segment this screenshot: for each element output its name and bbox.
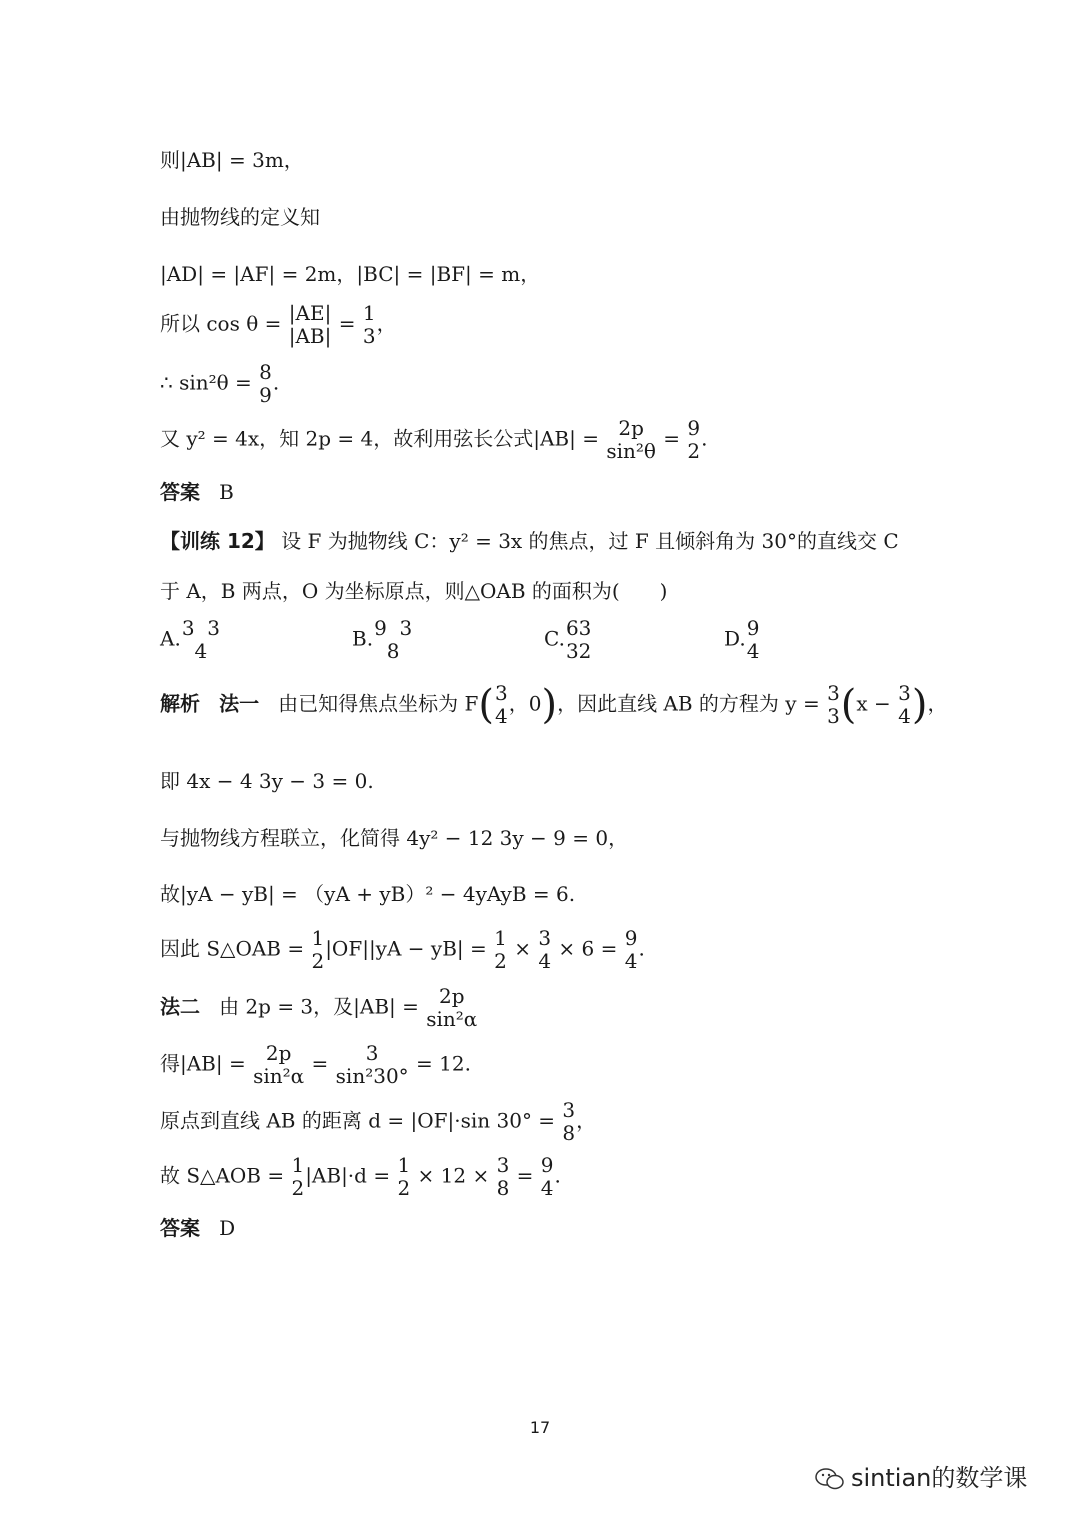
training-question-line1 bbox=[160, 531, 899, 551]
equation: 与抛物线方程联立，化简得 4y² − 12 3y − 9 = 0， bbox=[160, 826, 629, 850]
fraction: 9 2 bbox=[687, 416, 701, 463]
line-area-method2: 故 S△AOB = 1 2 |AB|·d = 1 2 × 12 × 3 8 = 9 4 . bbox=[160, 1153, 561, 1200]
training-question-line2 bbox=[160, 581, 668, 601]
line-simultaneous bbox=[160, 828, 628, 848]
text: 由抛物线的定义知 bbox=[160, 205, 320, 229]
fraction: 8 9 bbox=[259, 360, 272, 407]
method-label: 法一 bbox=[219, 691, 260, 716]
text: 则 bbox=[160, 148, 180, 172]
fraction: 2p sin²θ bbox=[606, 416, 656, 463]
line-ab-3m bbox=[160, 150, 304, 170]
option-d: D. 9 4 bbox=[724, 616, 760, 663]
line-line-equation bbox=[160, 771, 374, 791]
text: 由已知得焦点坐标为 F bbox=[278, 691, 479, 716]
method2-line: 法二 由 2p = 3，及|AB| = 2p sin²α bbox=[160, 984, 478, 1031]
text: 所以 cos θ = bbox=[160, 311, 288, 336]
watermark-text: sintian的数学课 bbox=[851, 1464, 1028, 1492]
answer-b bbox=[160, 482, 234, 502]
watermark bbox=[815, 1458, 1027, 1493]
line-cos-theta: 所以 cos θ = |AE| |AB| = 1 3 ， bbox=[160, 301, 397, 348]
line-sin-squared: ∴ sin²θ = 8 9 . bbox=[160, 360, 280, 407]
answer-value: D bbox=[219, 1216, 236, 1240]
page-number: 17 bbox=[529, 1418, 551, 1437]
text: 设 F 为抛物线 C：y² = 3x 的焦点，过 F 且倾斜角为 30°的直线交 C bbox=[281, 529, 899, 553]
wechat-icon bbox=[815, 1468, 845, 1490]
option-b: B. 9 3 8 bbox=[352, 616, 413, 663]
text: 又 y² = 4x，知 2p = 4，故利用弦长公式|AB| = bbox=[160, 426, 606, 451]
answer-d bbox=[160, 1218, 235, 1238]
option-a: A. 3 3 4 bbox=[160, 616, 220, 663]
line-distances bbox=[160, 264, 540, 284]
fraction: 1 3 bbox=[362, 301, 376, 348]
option-c: C. 63 32 bbox=[544, 616, 592, 663]
answer-label: 答案 bbox=[160, 480, 200, 504]
equals: = bbox=[338, 311, 356, 336]
line-ab-length: 得|AB| = 2p sin²α = 3 sin²30° = 12. bbox=[160, 1041, 471, 1088]
equation: 故|yA − yB| = （yA + yB）² − 4yAyB = 6. bbox=[160, 882, 576, 906]
equation: |AD| = |AF| = 2m，|BC| = |BF| = m， bbox=[160, 262, 541, 286]
analysis-label: 解析 bbox=[160, 691, 200, 716]
text: ∴ sin²θ = bbox=[160, 370, 259, 395]
equation: |AB| = 3m， bbox=[180, 148, 304, 172]
method-label: 法二 bbox=[160, 994, 200, 1019]
line-area-method1: 因此 S△OAB = 1 2 |OF||yA − yB| = 1 2 × 3 4 × 6 = 9 4 . bbox=[160, 926, 645, 973]
training-label: 【训练 12】 bbox=[160, 529, 275, 553]
line-parabola-definition bbox=[160, 207, 320, 227]
analysis-method1: 解析 法一 由已知得焦点坐标为 F( 3 4 ，0)，因此直线 AB 的方程为 y = 3 3 (x − 3 4 )， bbox=[160, 681, 948, 728]
text: 于 A，B 两点，O 为坐标原点，则△OAB 的面积为( ) bbox=[160, 579, 668, 603]
answer-value: B bbox=[219, 480, 234, 504]
fraction: |AE| |AB| bbox=[288, 301, 332, 348]
equation: 即 4x − 4 3y − 3 = 0. bbox=[160, 769, 374, 793]
line-distance: 原点到直线 AB 的距离 d = |OF|·sin 30° = 3 8 ， bbox=[160, 1098, 597, 1145]
line-ya-yb bbox=[160, 884, 575, 904]
answer-label: 答案 bbox=[160, 1216, 200, 1240]
line-chord-formula: 又 y² = 4x，知 2p = 4，故利用弦长公式|AB| = 2p sin²θ = 9 2 . bbox=[160, 416, 708, 463]
